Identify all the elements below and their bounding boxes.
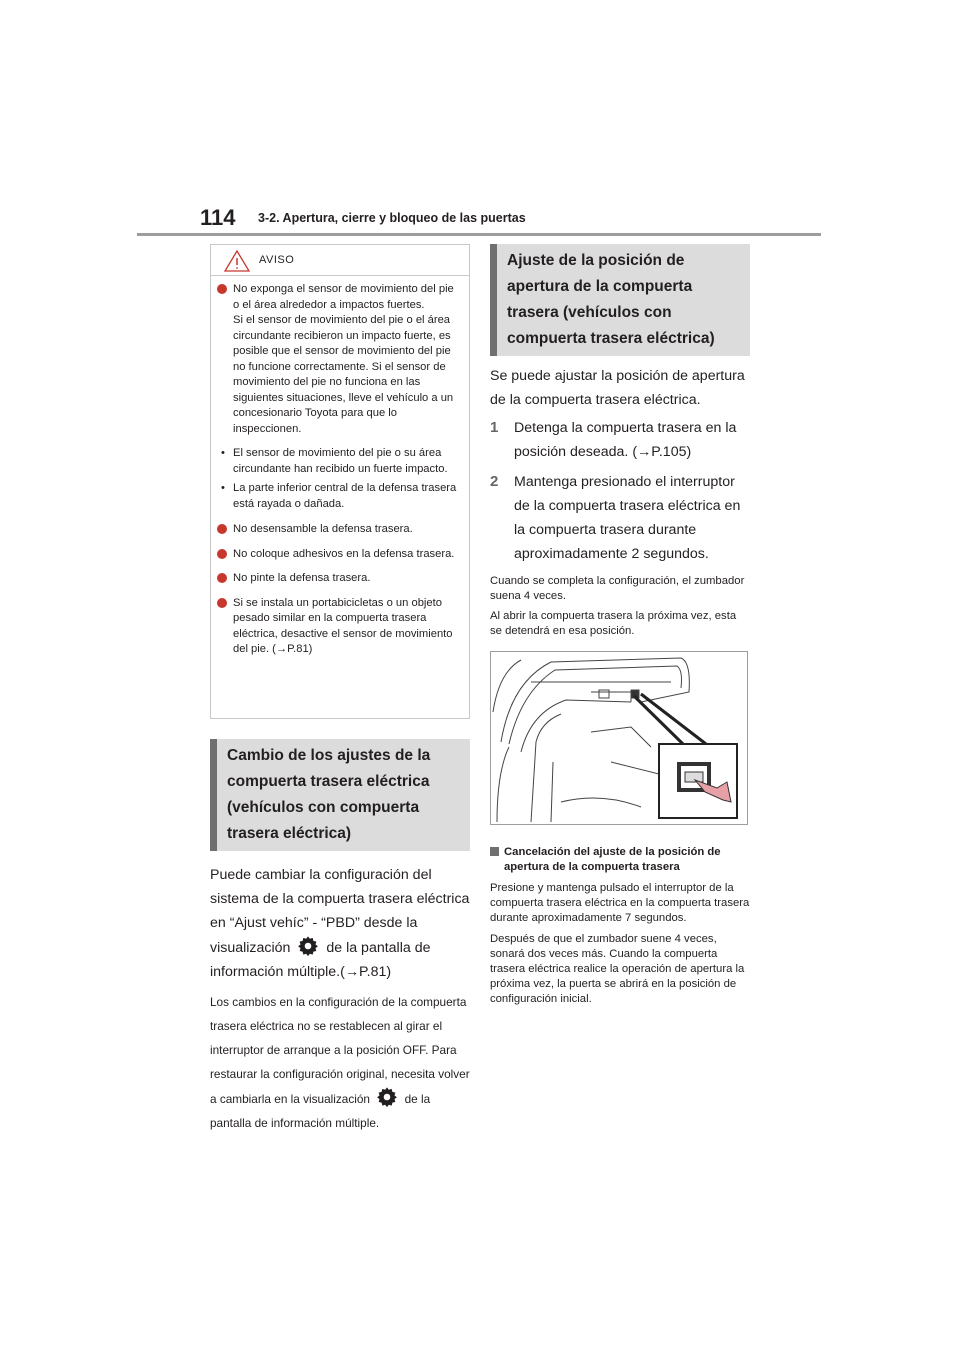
bullet-dot-icon: [217, 598, 227, 608]
aviso-text: No pinte la defensa trasera.: [233, 572, 371, 584]
step-1: [490, 416, 750, 464]
aviso-subitem: • La parte inferior central de la defensa trasera está rayada o dañada.: [217, 481, 461, 512]
step-number: 1: [490, 419, 499, 436]
settings-note-text: Los cambios en la configuración de la compuerta trasera eléctrica no se restablecen al girar el interruptor de arranque a la posición OFF. Para restaurar la configuración original, necesita volver a cambiarla en la visualización: [210, 995, 470, 1106]
position-intro: Se puede ajustar la posición de apertura de la compuerta trasera eléctrica.: [490, 368, 745, 408]
header-rule: [137, 233, 821, 236]
section-title: 3-2. Apertura, cierre y bloqueo de las puertas: [258, 211, 526, 225]
aviso-bullet: [217, 282, 461, 437]
settings-text: de la pantalla de información múltiple.(→P.81): [210, 940, 431, 980]
settings-paragraph: [210, 863, 470, 984]
aviso-bullet: [217, 547, 461, 563]
section-heading-position: Ajuste de la posición de apertura de la compuerta trasera (vehículos con compuerta trasera eléctrica): [490, 244, 750, 356]
aviso-box: [210, 244, 470, 719]
warning-triangle-icon: [223, 249, 251, 273]
right-column: [490, 244, 750, 1007]
settings-note: [210, 990, 470, 1135]
bullet-dot-icon: [217, 284, 227, 294]
bullet-dot-icon: [217, 524, 227, 534]
aviso-bullet: [217, 571, 461, 587]
aviso-text: No exponga el sensor de movimiento del pie o el área alrededor a impactos fuertes.: [233, 283, 454, 311]
aviso-text: No desensamble la defensa trasera.: [233, 523, 413, 535]
aviso-subitem: • El sensor de movimiento del pie o su área circundante han recibido un fuerte impacto.: [217, 446, 461, 477]
gear-icon: [297, 935, 319, 957]
tailgate-drawing: [491, 652, 747, 824]
section-heading-settings: Cambio de los ajustes de la compuerta trasera eléctrica (vehículos con compuerta trasera eléctrica): [210, 739, 470, 851]
aviso-text: Si se instala un portabicicletas o un objeto pesado similar en la compuerta trasera eléctrica, desactive el sensor de movimiento del pie. (→P.81): [233, 596, 453, 655]
cancel-text: Presione y mantenga pulsado el interruptor de la compuerta trasera eléctrica en la compuerta trasera durante aproximadamente 7 segundos.: [490, 882, 750, 924]
aviso-text: La parte inferior central de la defensa trasera está rayada o dañada.: [233, 482, 457, 510]
cancel-subheading: Cancelación del ajuste de la posición de apertura de la compuerta trasera: [490, 845, 750, 875]
aviso-header: [211, 245, 469, 276]
position-note: Al abrir la compuerta trasera la próxima vez, esta se detendrá en esa posición.: [490, 610, 737, 637]
settings-text: Puede cambiar la configuración del sistema de la compuerta trasera eléctrica en “Ajust vehíc” - “PBD” desde la visualización: [210, 867, 470, 956]
left-column: [210, 244, 470, 1135]
aviso-bullet: [217, 522, 461, 538]
aviso-body: [211, 276, 469, 658]
step-2: [490, 470, 750, 566]
position-note: Cuando se completa la configuración, el zumbador suena 4 veces.: [490, 575, 745, 602]
step-text: Detenga la compuerta trasera en la posición deseada. (→P.105): [514, 420, 737, 460]
aviso-text: No coloque adhesivos en la defensa trasera.: [233, 547, 455, 560]
cancel-text: Después de que el zumbador suene 4 veces, sonará dos veces más. Cuando la compuerta trasera eléctrica realice la operación de apertura la próxima vez, la puerta se abrirá en la posición de configuración inicial.: [490, 933, 745, 1005]
square-bullet-icon: [490, 847, 499, 856]
settings-note-text: de la pantalla de información múltiple.: [210, 1092, 431, 1130]
aviso-title: AVISO: [259, 254, 295, 266]
aviso-text: Si el sensor de movimiento del pie o el área circundante recibieron un impacto fuerte, es posible que el sensor de movimiento del pie no funcione correctamente. Si el sensor de movimiento del pie no funciona en las siguientes situaciones, lleve el vehículo a un concesionario Toyota para que lo inspeccionen.: [233, 314, 454, 435]
bullet-dot-icon: [217, 549, 227, 559]
aviso-text: El sensor de movimiento del pie o su área circundante han recibido un fuerte impacto.: [233, 447, 448, 475]
page-header: [200, 205, 780, 231]
tailgate-illustration: [490, 651, 748, 825]
step-text: Mantenga presionado el interruptor de la compuerta trasera eléctrica en la compuerta trasera durante aproximadamente 2 segundos.: [514, 474, 741, 562]
step-number: 2: [490, 473, 499, 490]
aviso-bullet: [217, 596, 461, 658]
bullet-dot-icon: [217, 573, 227, 583]
gear-icon: [376, 1086, 398, 1108]
page-number: 114: [200, 205, 236, 230]
